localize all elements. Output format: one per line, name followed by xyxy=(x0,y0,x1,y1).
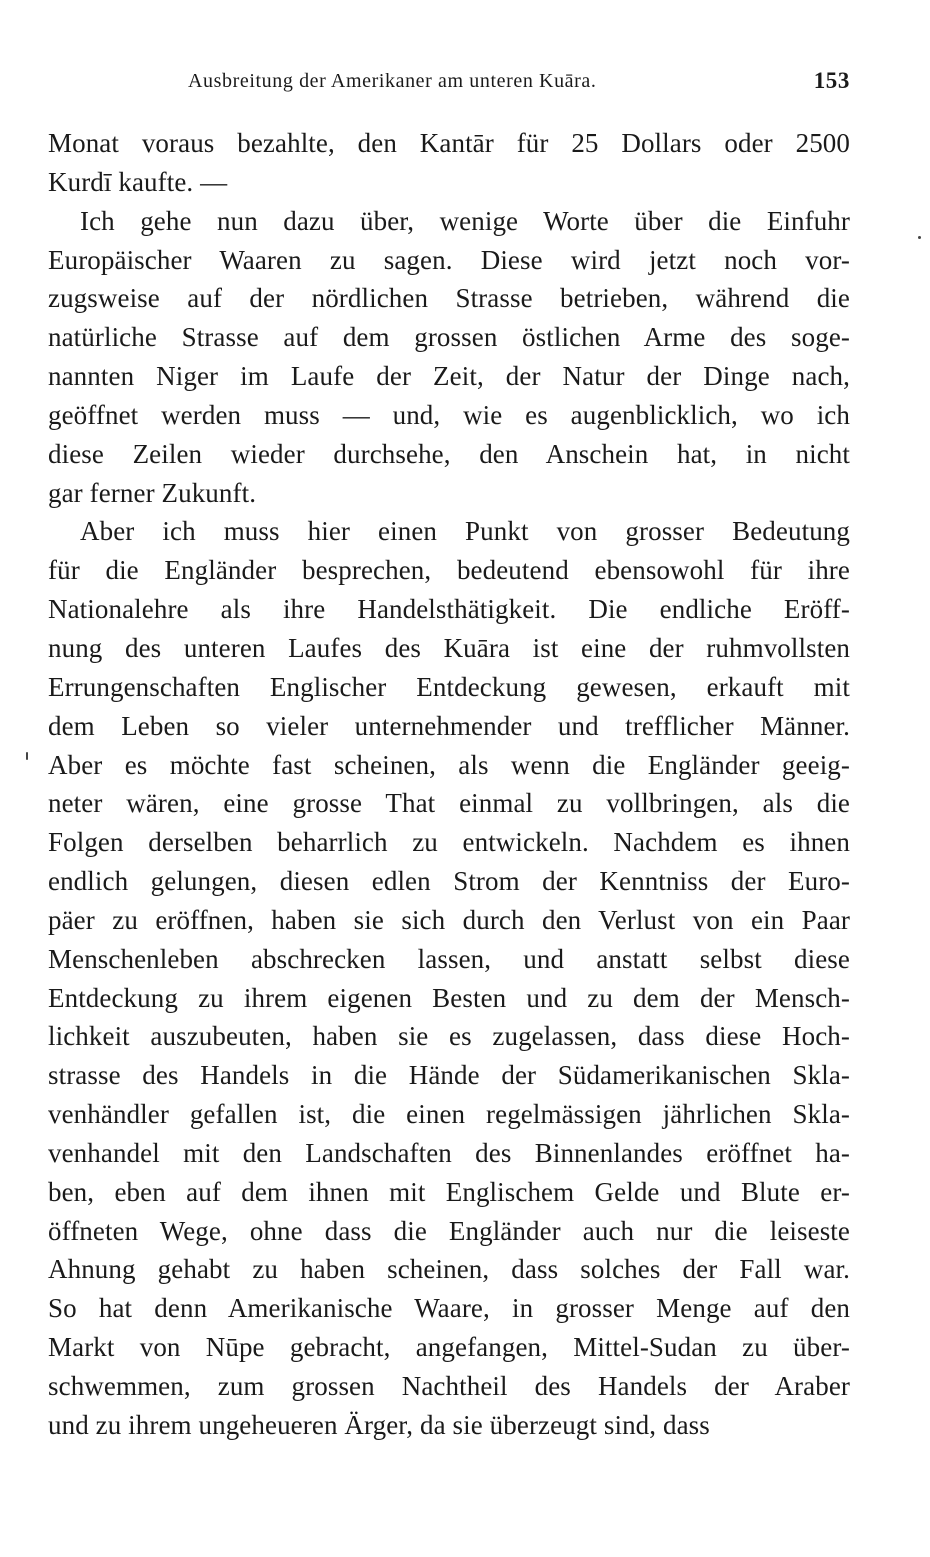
text-line: Ahnung gehabt zu haben scheinen, dass solches der Fall war. xyxy=(48,1254,850,1285)
text-line: lichkeit auszubeuten, haben sie es zugelassen, dass diese Hoch- xyxy=(48,1021,850,1052)
page-header xyxy=(48,62,850,102)
text-line: für die Engländer besprechen, bedeutend ebensowohl für ihre xyxy=(48,555,850,586)
print-speck xyxy=(918,236,921,239)
text-line: venhandel mit den Landschaften des Binnenlandes eröffnet ha- xyxy=(48,1137,850,1168)
text-line: zugsweise auf der nördlichen Strasse betrieben, während die xyxy=(48,283,850,314)
text-line: natürliche Strasse auf dem grossen östlichen Arme des soge- xyxy=(48,322,850,353)
text-line: ben, eben auf dem ihnen mit Englischem Gelde und Blute er- xyxy=(48,1176,850,1207)
text-line: geöffnet werden muss — und, wie es augenblicklich, wo ich xyxy=(48,399,850,430)
text-line: Europäischer Waaren zu sagen. Diese wird jetzt noch vor- xyxy=(48,244,850,275)
text-line: Monat voraus bezahlte, den Kantār für 25 Dollars oder 2500 xyxy=(48,128,850,158)
text-line: gar ferner Zukunft. xyxy=(48,477,257,508)
text-line: neter wären, eine grosse That einmal zu vollbringen, als die xyxy=(48,788,850,819)
text-line: Ich gehe nun dazu über, wenige Worte über die Einfuhr xyxy=(80,205,850,236)
text-line: dem Leben so vieler unternehmender und trefflicher Männer. xyxy=(48,710,850,741)
text-line: Entdeckung zu ihrem eigenen Besten und zu dem der Mensch- xyxy=(48,982,850,1013)
text-line: nannten Niger im Laufe der Zeit, der Natur der Dinge nach, xyxy=(48,361,850,392)
text-line: Nationalehre als ihre Handelsthätigkeit. Die endliche Eröff- xyxy=(48,594,850,625)
running-title: Ausbreitung der Amerikaner am unteren Kuāra. xyxy=(188,70,597,92)
text-line: endlich gelungen, diesen edlen Strom der Kenntniss der Euro- xyxy=(48,866,850,897)
print-speck xyxy=(26,752,28,760)
paragraph xyxy=(48,124,850,202)
body-text xyxy=(48,124,850,1445)
paragraph xyxy=(48,512,850,1444)
text-line: Errungenschaften Englischer Entdeckung gewesen, erkauft mit xyxy=(48,671,850,702)
paragraph xyxy=(48,202,850,513)
text-line: schwemmen, zum grossen Nachtheil des Handels der Araber xyxy=(48,1371,850,1401)
text-line: Aber ich muss hier einen Punkt von grosser Bedeutung xyxy=(80,516,850,547)
text-line: venhändler gefallen ist, die einen regelmässigen jährlichen Skla- xyxy=(48,1099,850,1130)
text-line: diese Zeilen wieder durchsehe, den Anschein hat, in nicht xyxy=(48,438,850,469)
text-line: nung des unteren Laufes des Kuāra ist eine der ruhmvollsten xyxy=(48,632,850,663)
text-line: Markt von Nūpe gebracht, angefangen, Mittel-Sudan zu über- xyxy=(48,1332,850,1363)
text-line: und zu ihrem ungeheueren Ärger, da sie überzeugt sind, dass xyxy=(48,1409,710,1440)
text-line: päer zu eröffnen, haben sie sich durch den Verlust von ein Paar xyxy=(48,904,850,935)
book-page xyxy=(48,62,850,1440)
text-line: Kurdī kaufte. — xyxy=(48,166,228,197)
page-number: 153 xyxy=(813,68,850,93)
text-line: Menschenleben abschrecken lassen, und anstatt selbst diese xyxy=(48,943,850,974)
text-line: strasse des Handels in die Hände der Südamerikanischen Skla- xyxy=(48,1060,850,1091)
text-line: So hat denn Amerikanische Waare, in grosser Menge auf den xyxy=(48,1293,850,1324)
text-line: Folgen derselben beharrlich zu entwickeln. Nachdem es ihnen xyxy=(48,827,850,858)
text-line: Aber es möchte fast scheinen, als wenn die Engländer geeig- xyxy=(48,749,850,780)
text-line: öffneten Wege, ohne dass die Engländer auch nur die leiseste xyxy=(48,1215,850,1246)
